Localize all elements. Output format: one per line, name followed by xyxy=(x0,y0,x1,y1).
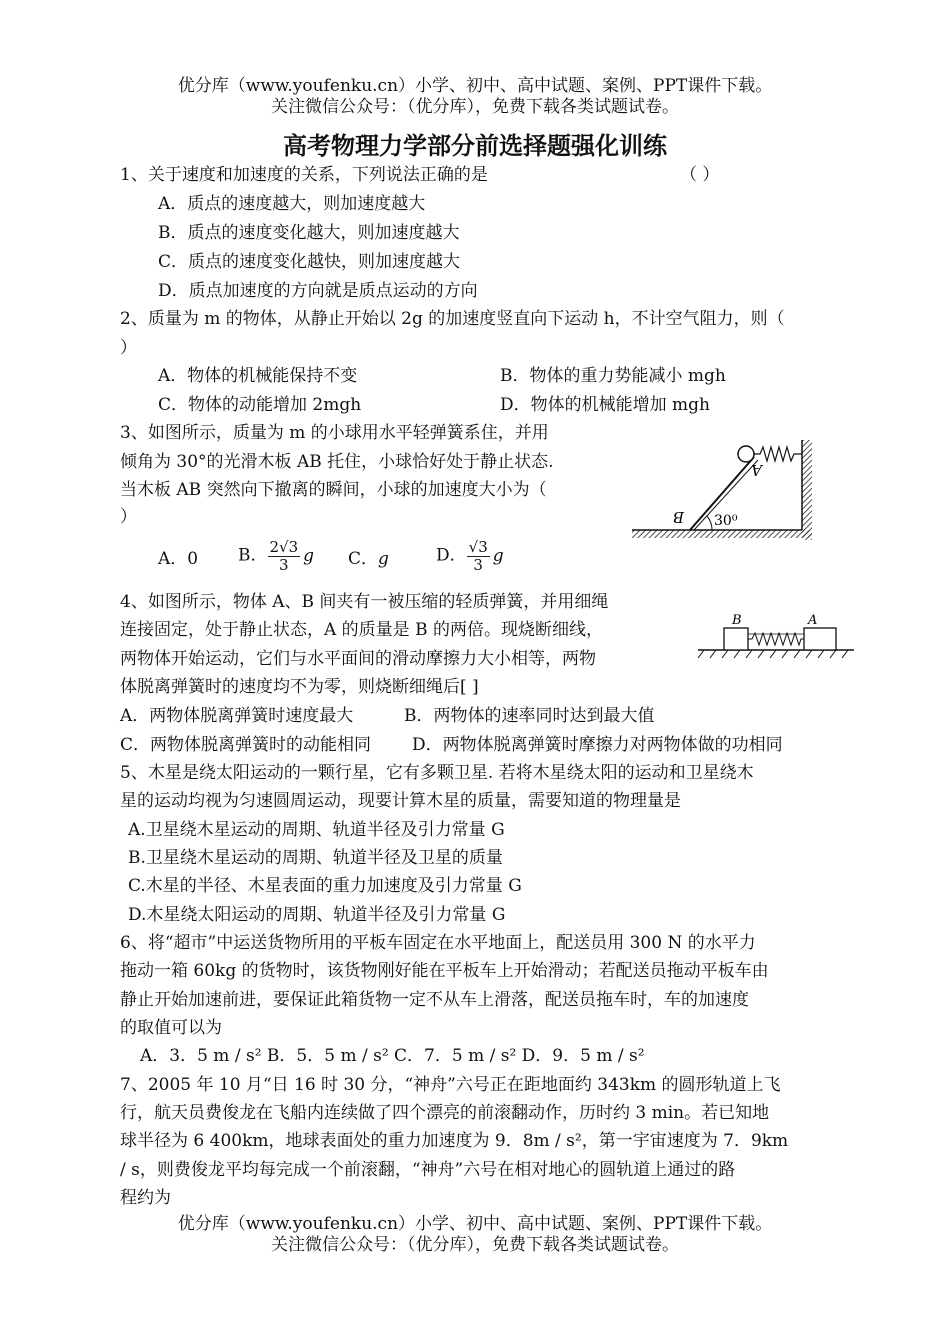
q2-option-c: C．物体的动能增加 2mgh xyxy=(158,395,362,415)
q3-option-a: A．0 xyxy=(158,549,199,569)
q4-label-a: A xyxy=(808,613,818,628)
q6-stem-line-4: 的取值可以为 xyxy=(120,1018,222,1038)
q3-label-a: A xyxy=(751,461,762,479)
q1-option-a: A．质点的速度越大，则加速度越大 xyxy=(158,194,426,214)
q6-stem-line-3: 静止开始加速前进，要保证此箱货物一定不从车上滑落，配送员拖车时，车的加速度 xyxy=(120,990,749,1010)
q5-stem-line-1: 5、木星是绕太阳运动的一颗行星，它有多颗卫星. 若将木星绕太阳的运动和卫星绕木 xyxy=(120,763,754,783)
q3-stem-line-3: 当木板 AB 突然向下撤离的瞬间，小球的加速度大小为（ xyxy=(120,480,547,500)
q1-answer-paren: （ ） xyxy=(680,165,720,185)
q7-stem-line-4: / s，则费俊龙平均每完成一个前滚翻，“神舟”六号在相对地心的圆轨道上通过的路 xyxy=(120,1160,736,1180)
q3-option-c-label: C． xyxy=(348,549,379,569)
q6-options: A．3．5 m / s² B．5．5 m / s² C．7．5 m / s² D．9．5 m / s² xyxy=(140,1046,645,1066)
q1-stem: 1、关于速度和加速度的关系，下列说法正确的是 xyxy=(120,165,488,185)
q4-option-d: D．两物体脱离弹簧时摩擦力对两物体做的功相同 xyxy=(412,735,783,755)
q2-stem-line-1: 2、质量为 m 的物体，从静止开始以 2g 的加速度竖直向下运动 h，不计空气阻力，则（ xyxy=(120,309,785,329)
q3-option-c-g: g xyxy=(378,549,389,569)
q3-option-b-denominator: 3 xyxy=(279,555,289,574)
q4-stem-line-2: 连接固定，处于静止状态，A 的质量是 B 的两倍。现烧断细线， xyxy=(120,620,603,640)
q4-stem-line-3: 两物体开始运动，它们与水平面间的滑动摩擦力大小相等，两物 xyxy=(120,649,596,669)
q3-floor xyxy=(632,530,812,538)
header-line-1: 优分库（www.youfenku.cn）小学、初中、高中试题、案例、PPT课件下载。 xyxy=(177,76,773,96)
q6-stem-line-2: 拖动一箱 60kg 的货物时，该货物刚好能在平板车上开始滑动；若配送员拖动平板车由 xyxy=(120,961,769,981)
q7-stem-line-3: 球半径为 6 400km，地球表面处的重力加速度为 9．8m / s²，第一宇宙速度为 7．9km xyxy=(120,1131,789,1151)
q3-stem-line-1: 3、如图所示，质量为 m 的小球用水平轻弹簧系住，并用 xyxy=(120,423,549,443)
q2-option-a: A．物体的机械能保持不变 xyxy=(158,366,358,386)
q3-wall xyxy=(802,440,812,540)
q3-ball xyxy=(738,446,754,462)
q3-option-b-numerator: 2√3 xyxy=(269,538,299,556)
footer-line-1: 优分库（www.youfenku.cn）小学、初中、高中试题、案例、PPT课件下载。 xyxy=(177,1214,773,1234)
q4-stem-line-4: 体脱离弹簧时的速度均不为零，则烧断细绳后[ ] xyxy=(120,677,479,697)
q3-option-b-g: g xyxy=(303,545,315,566)
q3-label-b: B xyxy=(672,508,684,526)
q6-stem-line-1: 6、将“超市”中运送货物所用的平板车固定在水平地面上，配送员用 300 N 的水平力 xyxy=(120,933,756,953)
q1-option-b: B．质点的速度变化越大，则加速度越大 xyxy=(158,223,460,243)
q5-option-d: D.木星绕太阳运动的周期、轨道半径及引力常量 G xyxy=(128,905,506,925)
q3-spring xyxy=(754,447,802,461)
q4-stem-line-1: 4、如图所示，物体 A、B 间夹有一被压缩的轻质弹簧，并用细绳 xyxy=(120,592,609,612)
q3-option-d-numerator: √3 xyxy=(468,538,488,556)
q3-option-b-fraction xyxy=(268,539,301,573)
q4-blocks-spring-diagram xyxy=(696,610,856,662)
q3-stem-line-4: ） xyxy=(120,507,137,527)
q3-option-b xyxy=(238,539,314,573)
q7-stem-line-1: 7、2005 年 10 月“日 16 时 30 分，“神舟”六号正在距地面约 343km 的圆形轨道上飞 xyxy=(120,1075,781,1095)
q3-incline-spring-diagram xyxy=(630,432,820,544)
q4-block-b xyxy=(724,628,748,650)
q5-option-a: A.卫星绕木星运动的周期、轨道半径及引力常量 G xyxy=(128,820,505,840)
q3-option-d-denominator: 3 xyxy=(473,555,483,574)
q3-angle-label: 30⁰ xyxy=(714,513,738,529)
q3-option-d-g: g xyxy=(492,545,504,566)
q4-floor-hatch xyxy=(698,650,848,658)
q3-stem-line-2: 倾角为 30°的光滑木板 AB 托住，小球恰好处于静止状态. xyxy=(120,452,554,472)
q3-option-b-label: B． xyxy=(238,545,268,566)
q7-stem-line-2: 行，航天员费俊龙在飞船内连续做了四个漂亮的前滚翻动作，历时约 3 min。若已知地 xyxy=(120,1103,770,1123)
footer-line-2: 关注微信公众号：（优分库），免费下载各类试题试卷。 xyxy=(271,1235,679,1255)
q3-option-d xyxy=(436,539,504,573)
q4-label-b: B xyxy=(732,613,742,628)
q4-option-c: C．两物体脱离弹簧时的动能相同 xyxy=(120,735,372,755)
q4-option-a: A．两物体脱离弹簧时速度最大 xyxy=(120,706,354,726)
q1-option-d: D．质点加速度的方向就是质点运动的方向 xyxy=(158,281,478,301)
q5-option-b: B.卫星绕木星运动的周期、轨道半径及卫星的质量 xyxy=(128,848,503,868)
header-line-2: 关注微信公众号：（优分库），免费下载各类试题试卷。 xyxy=(271,97,679,117)
q7-stem-line-5: 程约为 xyxy=(120,1188,171,1208)
page-title: 高考物理力学部分前选择题强化训练 xyxy=(283,132,667,160)
q3-option-d-label: D． xyxy=(436,545,467,566)
q4-block-a xyxy=(804,628,836,650)
q5-option-c: C.木星的半径、木星表面的重力加速度及引力常量 G xyxy=(128,876,522,896)
q5-stem-line-2: 星的运动均视为匀速圆周运动，现要计算木星的质量，需要知道的物理量是 xyxy=(120,791,681,811)
q2-stem-line-2: ） xyxy=(120,338,137,358)
q3-option-d-fraction xyxy=(467,539,490,573)
q4-option-b: B．两物体的速率同时达到最大值 xyxy=(404,706,655,726)
q2-option-d: D．物体的机械能增加 mgh xyxy=(500,395,710,415)
q1-option-c: C．质点的速度变化越快，则加速度越大 xyxy=(158,252,461,272)
q4-spring xyxy=(748,633,804,645)
q2-option-b: B．物体的重力势能减小 mgh xyxy=(500,366,726,386)
q3-option-c xyxy=(348,549,389,569)
